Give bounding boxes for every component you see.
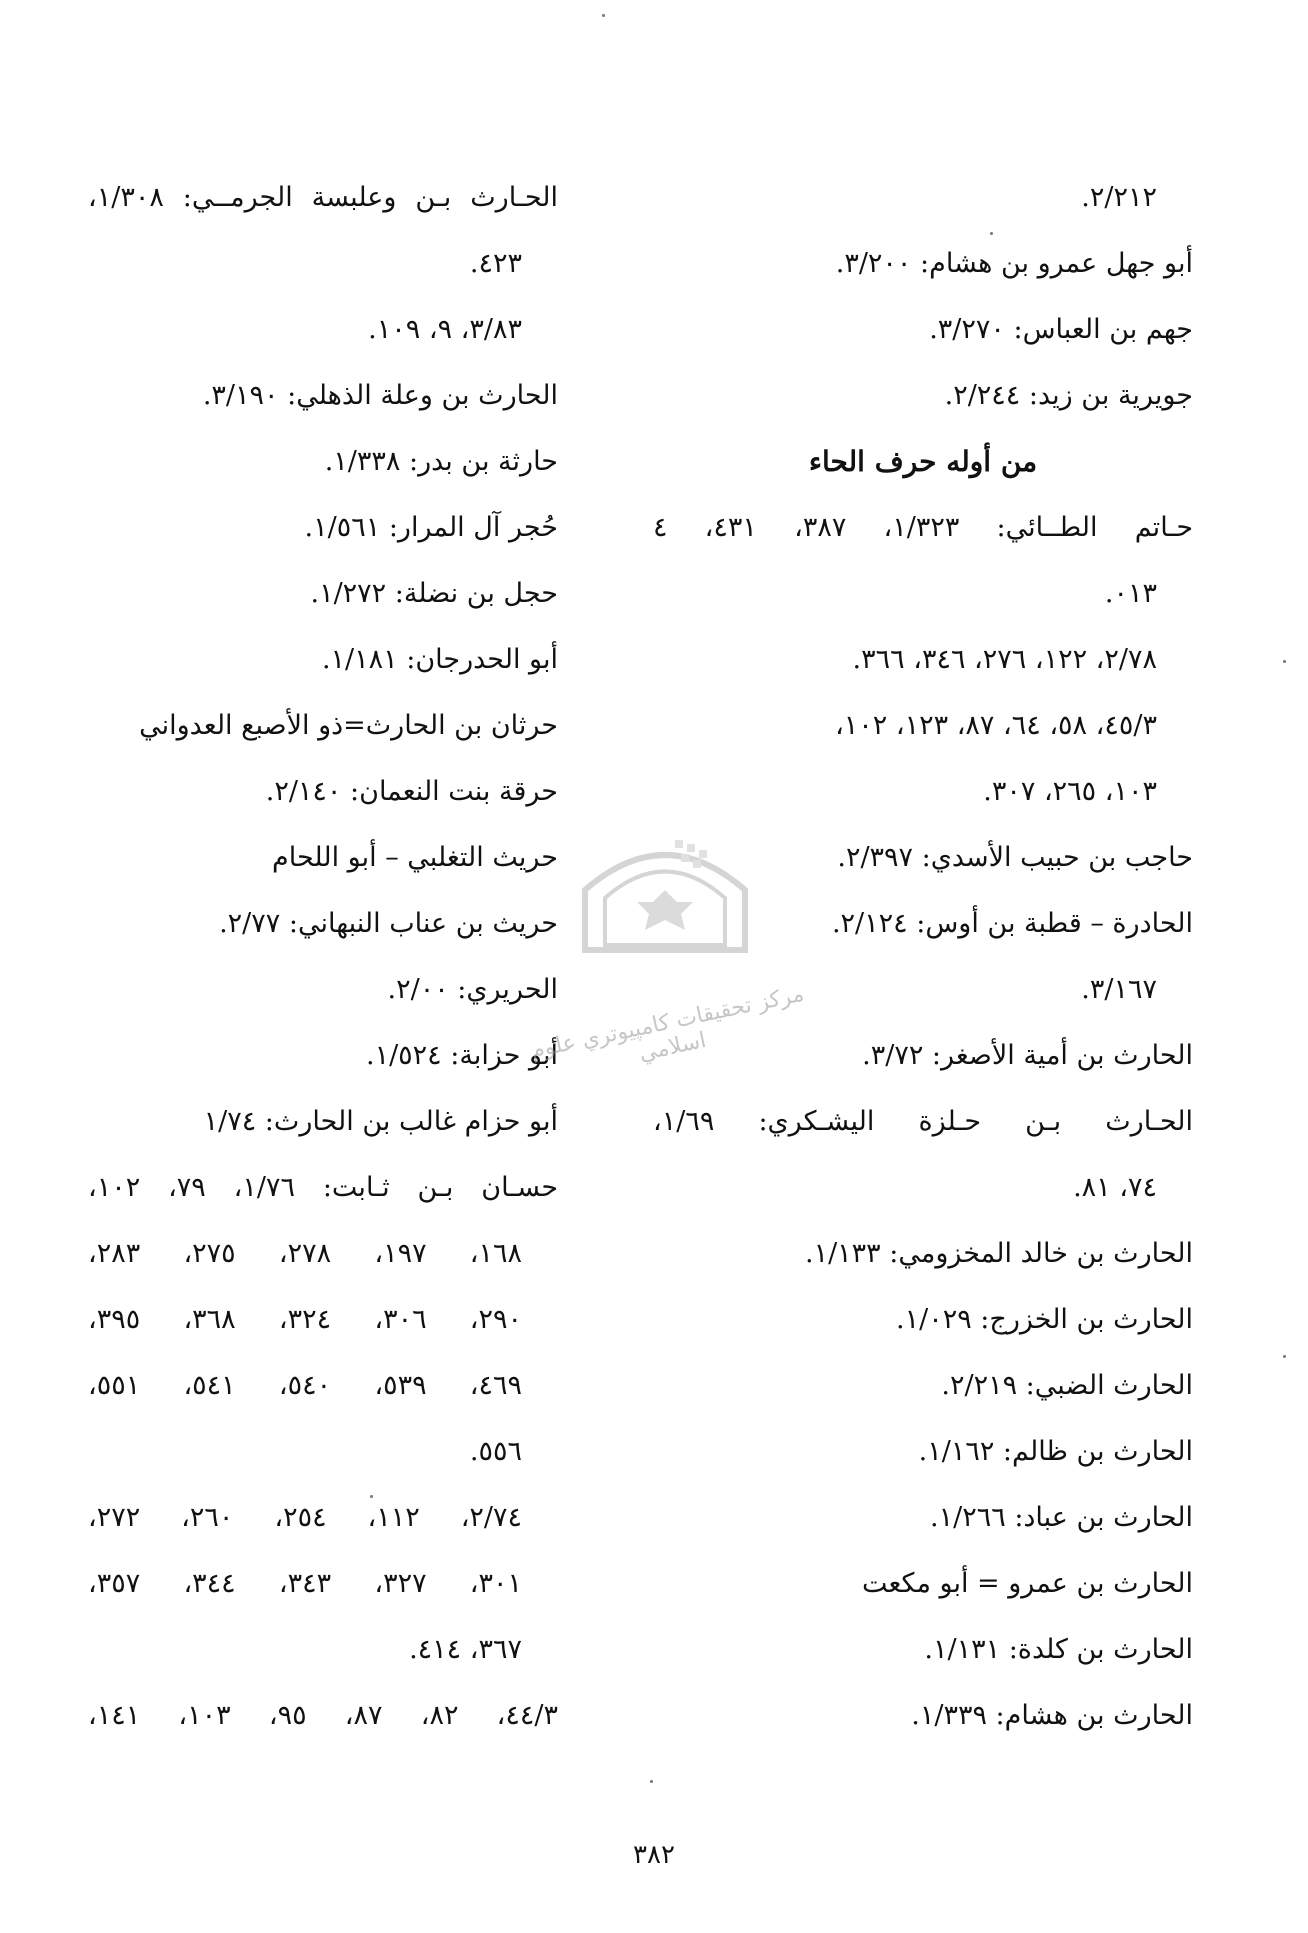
right-column-entry: الحـارث بـن حـلزة اليشـكري: ۱/٦٩، [653,1106,1193,1137]
right-column-entry: من أوله حرف الحاء [808,445,1038,478]
left-column-entry: أبو حزابة: ۱/٥۲٤. [365,1040,558,1071]
page-number: ۳۸۲ [633,1840,675,1870]
left-column-entry: ٥٥٦. [469,1436,522,1467]
left-column-entry: أبو حزام غالب بن الحارث: ۱/۷٤ [203,1106,558,1137]
scan-speck [650,1780,653,1783]
right-column-entry: ۳/٤٥، ٥٨، ٦٤، ۸۷، ۱۲۳، ۱۰۲، [835,710,1157,741]
right-column-entry: الحارث بن عمرو = أبو مكعت [862,1568,1193,1599]
right-column-entry: الحارث بن أمية الأصغر: ۳/۷۲. [862,1040,1193,1071]
left-column-entry: ٤۲۳. [469,248,522,279]
right-column-entry: الحارث بن خالد المخزومي: ۱/۱۳۳. [804,1238,1193,1269]
left-column-entry: حسـان بـن ثـابت: ۱/۷٦، ۷۹، ۱۰۲، [88,1172,558,1203]
scan-speck [370,1495,373,1498]
scan-speck [1283,1355,1286,1358]
left-column-entry: حرثان بن الحارث=ذو الأصبع العدواني [139,710,558,741]
right-column-entry: الحارث الضبي: ۲/۲۱۹. [941,1370,1193,1401]
scan-speck [1283,660,1286,663]
left-column-entry: ۲/۷٤، ۱۱۲، ۲٥٤، ۲٦۰، ۲۷۲، [88,1502,523,1533]
left-column-entry: حريث بن عناب النبهاني: ۲/۷۷. [219,908,558,939]
left-column-entry: ۱٦۸، ۱۹۷، ۲۷۸، ۲۷٥، ۲۸۳، [88,1238,523,1269]
right-column-entry: الحارث بن ظالم: ۱/۱٦۲. [918,1436,1193,1467]
right-column-entry: الحارث بن كلدة: ۱/۱۳۱. [924,1634,1193,1665]
left-column-entry: أبو الحدرجان: ۱/۱۸۱. [321,644,558,675]
left-column-entry: ۲۹۰، ۳۰٦، ۳۲٤، ۳٦۸، ۳۹٥، [88,1304,523,1335]
watermark-logo-icon [565,830,765,970]
left-column-entry: حارثة بن بدر: ۱/۳۳۸. [324,446,558,477]
right-column-entry: ۳/۱٦۷. [1081,974,1157,1005]
right-column-entry: ۰۱۳. [1104,578,1157,609]
right-column-entry: الحارث بن عباد: ۱/۲٦٦. [930,1502,1193,1533]
right-column-entry: الحادرة – قطبة بن أوس: ۲/۱۲٤. [831,908,1193,939]
left-column-entry: حريث التغلبي – أبو اللحام [272,842,558,873]
scan-speck [602,14,605,17]
scan-speck [990,232,993,235]
left-column-entry: الحارث بن وعلة الذهلي: ۳/۱۹۰. [202,380,558,411]
right-column-entry: جهم بن العباس: ۳/۲۷۰. [929,314,1193,345]
left-column-entry: الحـارث بـن وعلبسة الجرمــي: ۱/۳۰۸، [88,182,558,213]
right-column-entry: ۲/۲۱۲. [1081,182,1157,213]
right-column-entry: ۱۰۳، ۲٦٥، ۳۰۷. [983,776,1157,807]
right-column-entry: حـاتم الطــائي: ۱/۳۲۳، ۳۸۷، ٤۳۱، ٤ [653,512,1193,543]
watermark-text: مركز تحقيقات كامپيوتري علوم اسلامي [528,981,807,1067]
left-column-entry: حجل بن نضلة: ۱/۲۷۲. [310,578,558,609]
left-column-entry: ۳۰۱، ۳۲۷، ۳٤۳، ۳٤٤، ۳٥۷، [88,1568,523,1599]
left-column-entry: الحريري: ۲/۰۰. [387,974,558,1005]
right-column-entry: ۷٤، ۸۱. [1073,1172,1157,1203]
right-column-entry: حاجب بن حبيب الأسدي: ۲/۳۹۷. [837,842,1193,873]
right-column-entry: أبو جهل عمرو بن هشام: ۳/۲۰۰. [835,248,1193,279]
right-column-entry: ۲/۷۸، ۱۲۲، ۲۷٦، ۳٤٦، ۳٦٦. [852,644,1157,675]
left-column-entry: ۳/٤٤، ۸۲، ۸۷، ۹٥، ۱۰۳، ۱٤۱، [88,1700,558,1731]
left-column-entry: حُجر آل المرار: ۱/٥٦۱. [304,512,558,543]
right-column-entry: الحارث بن الخزرج: ۱/۰۲۹. [896,1304,1193,1335]
left-column-entry: ۳٦۷، ٤۱٤. [409,1634,522,1665]
left-column-entry: حرقة بنت النعمان: ۲/۱٤۰. [265,776,558,807]
left-column-entry: ۳/۸۳، ۹، ۱۰۹. [368,314,522,345]
right-column-entry: الحارث بن هشام: ۱/۳۳۹. [911,1700,1193,1731]
index-column-left [88,165,558,1749]
left-column-entry: ٤٦۹، ٥۳۹، ٥٤۰، ٥٤۱، ٥٥۱، [88,1370,523,1401]
right-column-entry: جويرية بن زيد: ۲/۲٤٤. [944,380,1193,411]
